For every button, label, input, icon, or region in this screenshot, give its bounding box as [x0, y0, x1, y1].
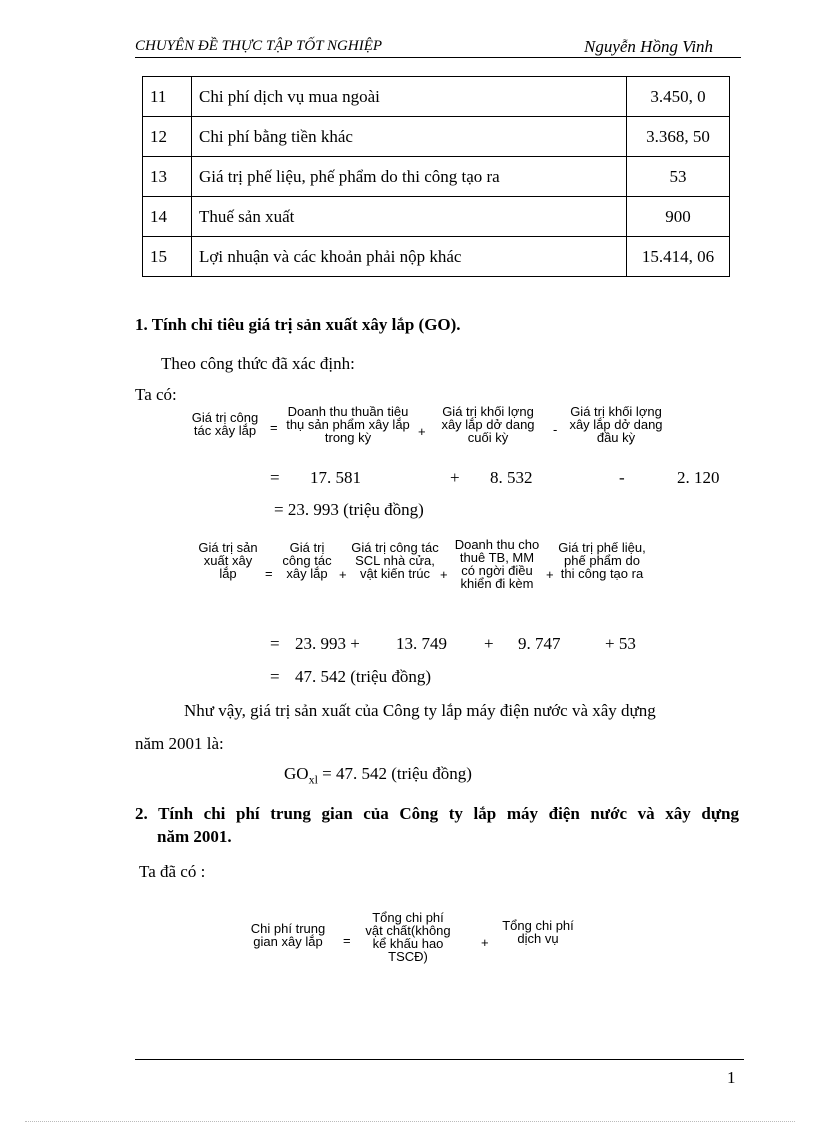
row-value: 900 [627, 197, 730, 237]
row-description: Lợi nhuận và các khoản phải nộp khác [192, 237, 627, 277]
conclusion-line1: Như vậy, giá trị sản xuất của Công ty lắp máy điện nước và xây dựng [184, 701, 656, 720]
calc1-plus: + [450, 468, 460, 487]
calc2-result: 47. 542 (triệu đồng) [295, 667, 431, 686]
formula2-plus1: + [339, 567, 347, 582]
calc1-b: 8. 532 [490, 468, 533, 487]
section2-heading-line1: 2. Tính chi phí trung gian của Công ty lắp máy điện nước và xây dựng [135, 804, 739, 823]
row-number: 13 [143, 157, 192, 197]
conclusion-line2: năm 2001 là: [135, 734, 224, 753]
calc2-a: 23. 993 + [295, 634, 360, 653]
row-description: Chi phí dịch vụ mua ngoài [192, 77, 627, 117]
formula3-term1: Tổng chi phí vật chất(không kể khấu hao TSCĐ) [365, 910, 451, 964]
calc2-d: + 53 [605, 634, 636, 653]
formula1-eq: = [270, 420, 278, 435]
row-value: 3.368, 50 [627, 117, 730, 157]
formula2-lhs: Giá trị sản xuất xây lắp [198, 540, 258, 581]
formula1-term1: Doanh thu thuần tiêu thụ sản phẩm xây lắp trong kỳ [286, 404, 410, 445]
row-value: 53 [627, 157, 730, 197]
section1-heading: 1. Tính chỉ tiêu giá trị sản xuất xây lắp (GO). [135, 315, 461, 334]
row-value: 15.414, 06 [627, 237, 730, 277]
row-description: Giá trị phế liệu, phế phẩm do thi công tạo ra [192, 157, 627, 197]
row-value: 3.450, 0 [627, 77, 730, 117]
header-rule [135, 57, 741, 58]
page-number: 1 [727, 1068, 736, 1087]
formula2-eq: = [265, 566, 273, 581]
go-formula [284, 764, 472, 787]
row-description: Thuế sản xuất [192, 197, 627, 237]
calc1-minus: - [619, 468, 625, 487]
section1-ta-co: Ta có: [135, 385, 177, 404]
calc1-eq: = [270, 468, 280, 487]
row-number: 12 [143, 117, 192, 157]
footer-rule [135, 1059, 744, 1060]
row-number: 14 [143, 197, 192, 237]
formula1-term3: Giá trị khối lợng xây lắp dở dang đầu kỳ [569, 404, 663, 445]
formula3-plus: + [481, 935, 489, 950]
formula1-minus: - [553, 422, 558, 437]
section2-heading-line2: năm 2001. [157, 827, 232, 846]
formula2-plus3: + [546, 567, 554, 582]
go-symbol: GO [284, 764, 309, 783]
formula3-lhs: Chi phí trung gian xây lắp [250, 921, 326, 949]
formula1-plus: + [418, 424, 426, 439]
table-row [143, 117, 730, 157]
row-number: 11 [143, 77, 192, 117]
calc2-plus: + [484, 634, 494, 653]
formula1-term2: Giá trị khối lợng xây lắp dở dang cuối kỳ [441, 404, 535, 445]
formula2-term3: Doanh thu cho thuê TB, MM có ngời điều khiển đi kèm [454, 537, 540, 591]
calc1-c: 2. 120 [677, 468, 720, 487]
formula1-lhs: Giá trị công tác xây lắp [191, 410, 259, 438]
table-row [143, 237, 730, 277]
calc1-a: 17. 581 [310, 468, 361, 487]
calc2-b: 13. 749 [396, 634, 447, 653]
header-author: Nguyễn Hồng Vinh [584, 37, 714, 56]
section2-ta-da-co: Ta đã có : [139, 862, 206, 881]
calc2-c: 9. 747 [518, 634, 561, 653]
calc1-result: = 23. 993 (triệu đồng) [274, 500, 424, 519]
formula3-eq: = [343, 933, 351, 948]
calc2-eq: = [270, 634, 280, 653]
formula2-term2: Giá trị công tác SCL nhà cửa, vật kiến trúc [351, 540, 439, 581]
section1-intro: Theo công thức đã xác định: [161, 354, 355, 373]
formula2-term4: Giá trị phế liệu, phế phẩm do thi công tạo ra [558, 540, 646, 581]
header-title: CHUYÊN ĐỀ THỰC TẬP TỐT NGHIỆP [135, 38, 383, 54]
page-bottom-border [25, 1121, 795, 1122]
table-row [143, 77, 730, 117]
formula3-term2: Tổng chi phí dịch vụ [502, 918, 574, 946]
go-subscript: xl [308, 772, 318, 787]
row-number: 15 [143, 237, 192, 277]
cost-table [142, 76, 730, 277]
table-row [143, 197, 730, 237]
go-value: = 47. 542 (triệu đồng) [317, 764, 472, 783]
row-description: Chi phí bằng tiền khác [192, 117, 627, 157]
calc2-result-eq: = [270, 667, 280, 686]
formula2-term1: Giá trị công tác xây lắp [282, 540, 332, 581]
table-row [143, 157, 730, 197]
formula2-plus2: + [440, 567, 448, 582]
